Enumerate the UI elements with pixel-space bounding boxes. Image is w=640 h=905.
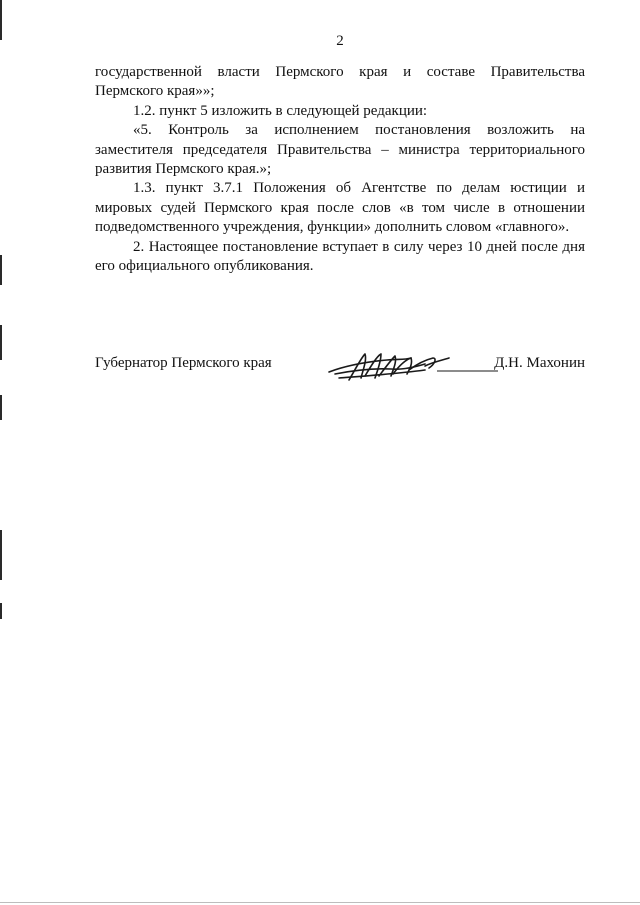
paragraph: 2. Настоящее постановление вступает в силу через 10 дней после дня его официального опубликования. (95, 238, 585, 275)
scan-edge-mark (0, 395, 2, 420)
handwritten-signature (325, 350, 500, 384)
scan-edge-mark (0, 325, 2, 360)
page-number: 2 (336, 33, 344, 49)
signer-title: Губернатор Пермского края (95, 355, 272, 371)
paragraph: «5. Контроль за исполнением постановления возложить на заместителя председателя Правительства – министра территориального развития Пермского края.»; (95, 122, 585, 178)
document-body (95, 63, 585, 276)
paragraph: 1.2. пункт 5 изложить в следующей редакции: (133, 102, 428, 119)
signature-block (95, 350, 585, 386)
paragraph: 1.3. пункт 3.7.1 Положения об Агентстве по делам юстиции и мировых судей Пермского края после слов «в том числе в отношении подведомственного учреждения, функции» дополнить словом «главного». (95, 180, 585, 236)
signer-name: Д.Н. Махонин (494, 355, 585, 371)
scan-bottom-edge (0, 902, 640, 903)
scan-edge-mark (0, 255, 2, 285)
paragraph: государственной власти Пермского края и составе Правительства Пермского края»»; (95, 64, 585, 100)
scan-edge-mark (0, 530, 2, 580)
scan-edge-mark (0, 603, 2, 619)
